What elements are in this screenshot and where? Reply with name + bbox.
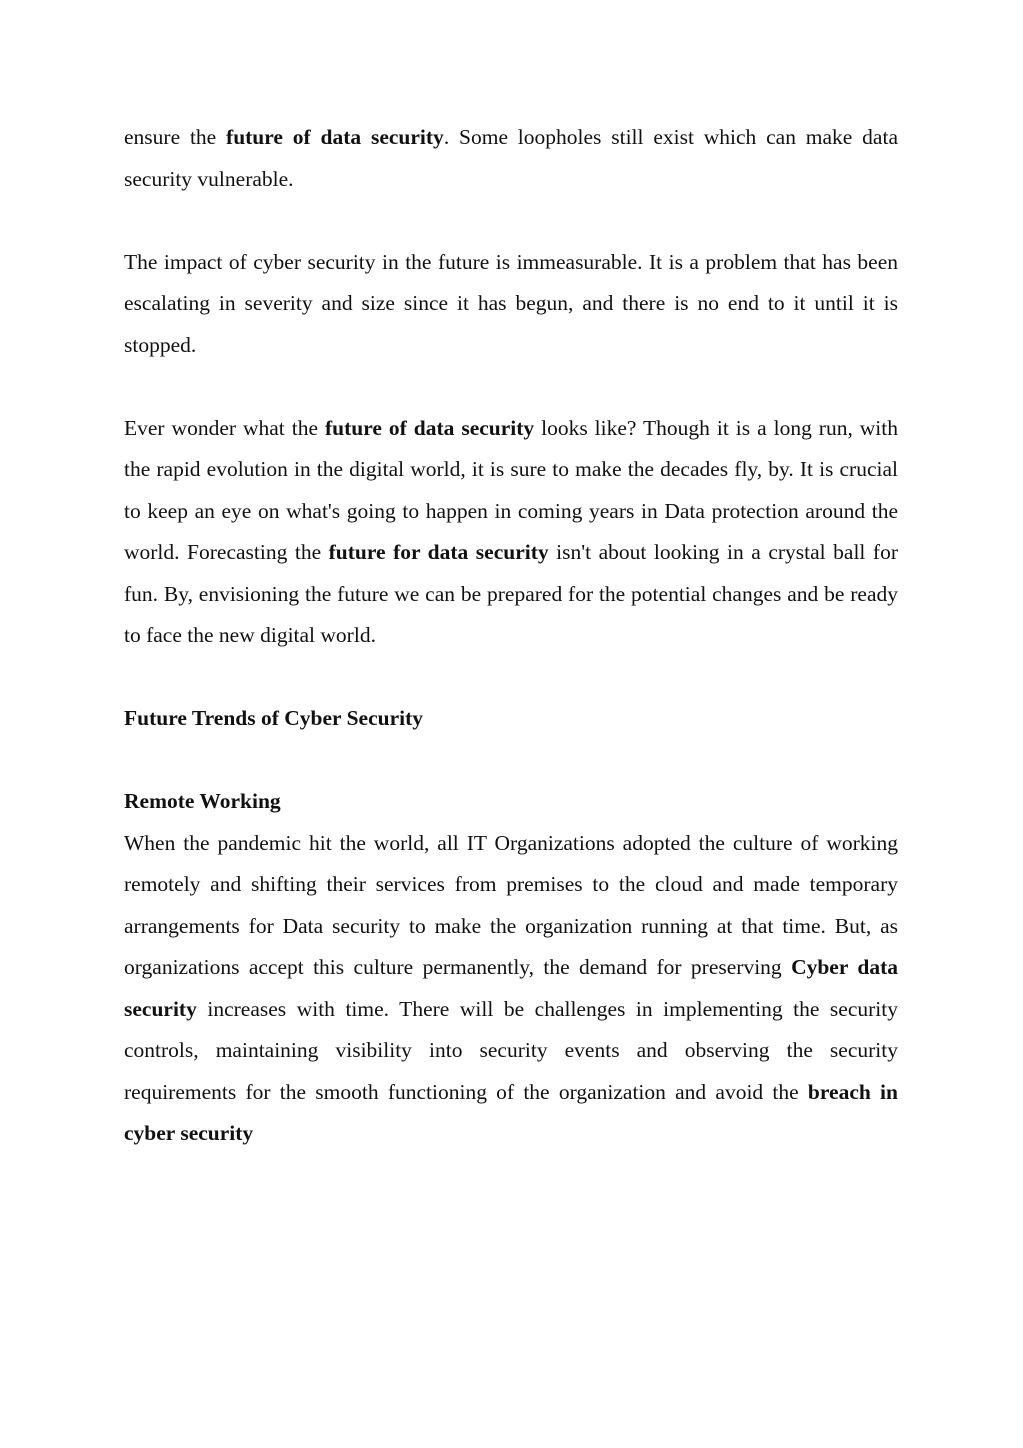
text-run: increases with time. There will be challenges in implementing the security controls, maintaining visibility into security events and observing the security requirements for the smooth functioning of the organization and avoid the <box>124 996 898 1104</box>
text-run: looks like? Though it is a long run, with the rapid evolution in the digital world, it is sure to make the decades fly, by. It is crucial to keep an eye on what's going to happen in coming years in Data protection around the world. Forecasting the <box>124 415 899 564</box>
paragraph-spacer <box>124 200 898 242</box>
paragraph-future-outlook <box>124 408 898 657</box>
paragraph-data-security-loopholes <box>124 117 898 200</box>
document-body <box>124 117 898 1155</box>
paragraph-remote-working <box>124 823 898 1155</box>
bold-phrase: future for data security <box>328 540 549 564</box>
text-run: The impact of cyber security in the future is immeasurable. It is a problem that has been escalating in severity and size since it has begun, and there is no end to it until it is stopped. <box>124 249 898 357</box>
paragraph-cyber-impact <box>124 242 898 367</box>
text-run: Ever wonder what the <box>124 415 325 440</box>
text-run: ensure the <box>124 125 227 149</box>
text-run: . Some loopholes still exist which can make data security vulnerable. <box>124 125 898 191</box>
bold-phrase: Cyber data security <box>124 955 898 1021</box>
paragraph-spacer <box>124 740 898 782</box>
text-run: isn't about looking in a crystal ball for fun. By, envisioning the future we can be prepared for the potential changes and be ready to face the new digital world. <box>124 540 898 647</box>
bold-phrase: breach in cyber security <box>124 1079 898 1145</box>
text-run: When the pandemic hit the world, all IT Organizations adopted the culture of working remotely and shifting their services from premises to the cloud and made temporary arrangements for Data security to make the organization running at that time. But, as organizations accept this culture permanently, the demand for preserving <box>124 830 898 979</box>
section-heading-trends: Future Trends of Cyber Security <box>124 706 424 730</box>
bold-phrase: future of data security <box>226 125 444 149</box>
bold-phrase: future of data security <box>324 415 535 440</box>
paragraph-spacer <box>124 366 898 408</box>
subsection-heading-remote-working: Remote Working <box>124 789 281 813</box>
paragraph-spacer <box>124 657 898 699</box>
